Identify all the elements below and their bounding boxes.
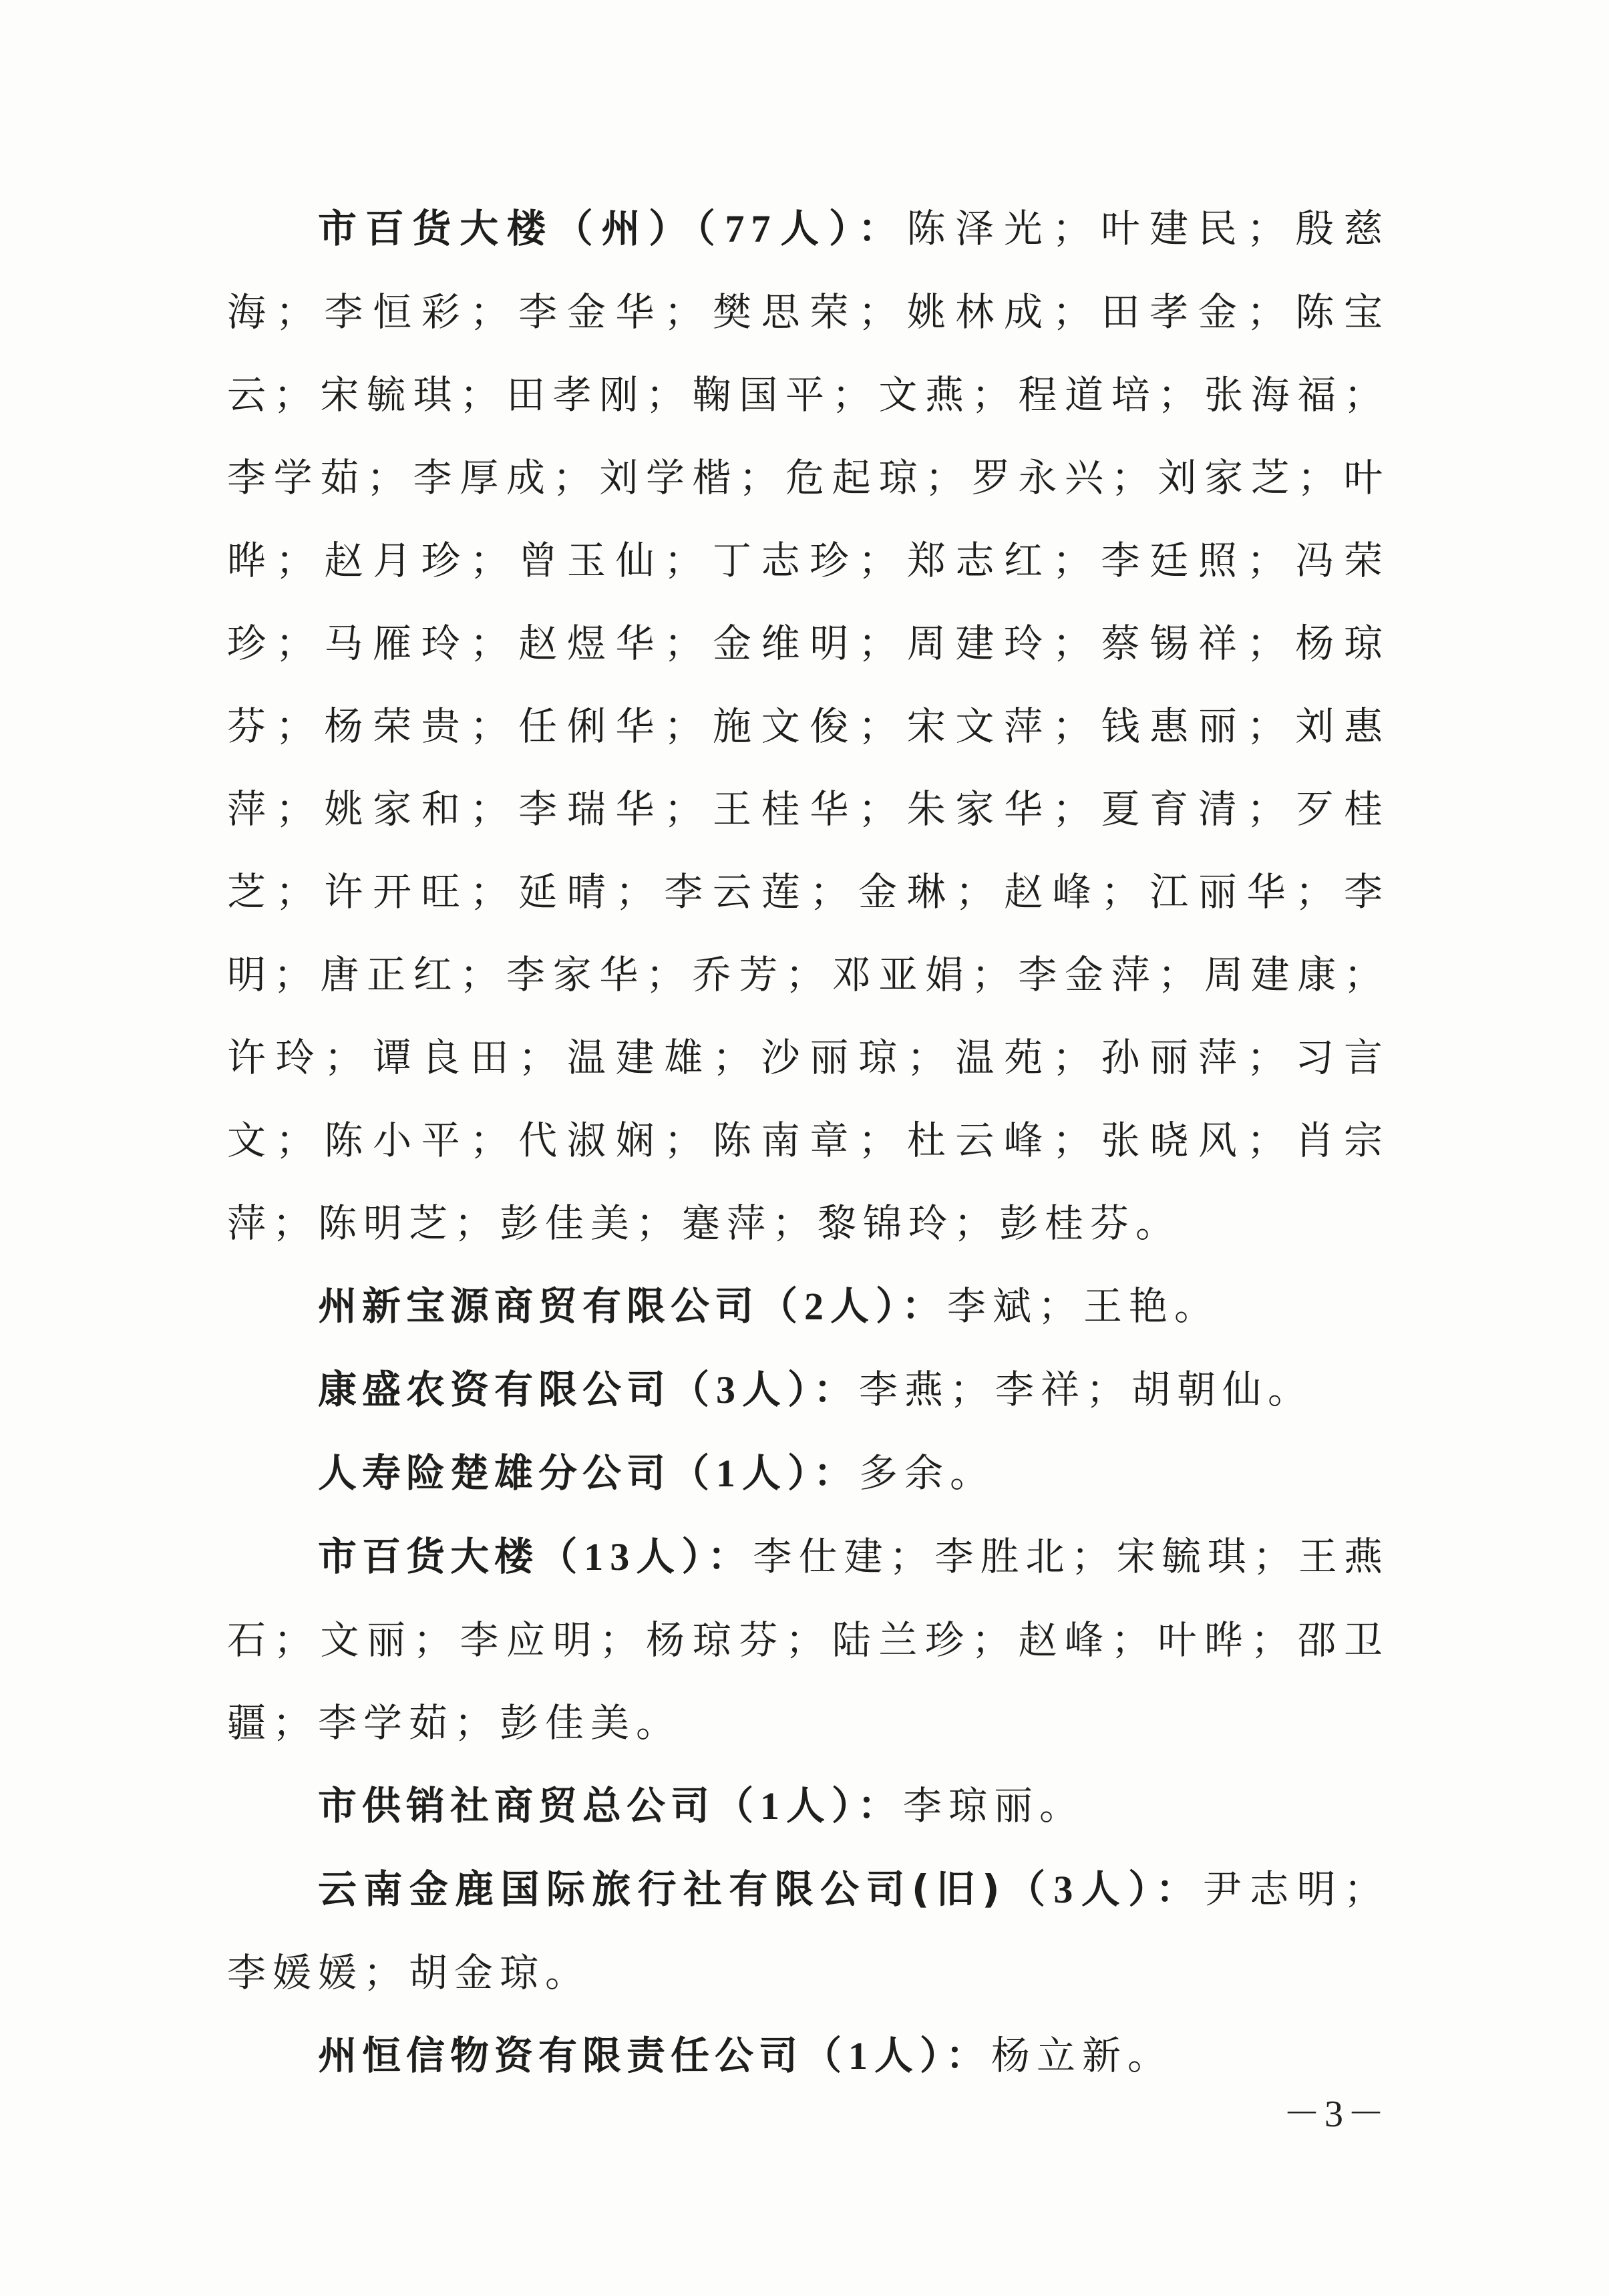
organization-name: 州新宝源商贸有限公司 xyxy=(318,1283,759,1329)
separator: ： xyxy=(814,1367,860,1412)
separator: ： xyxy=(707,1534,753,1579)
member-count: （3人） xyxy=(1005,1868,1156,1911)
entry-paragraph xyxy=(227,1348,1389,1432)
member-count: （1人） xyxy=(803,2034,946,2078)
entry-paragraph xyxy=(227,187,1389,1265)
member-names: 陈泽光；叶建民；殷慈海；李恒彩；李金华；樊思荣；姚林成；田孝金；陈宝云；宋毓琪；田孝刚；鞠国平；文燕；程道培；张海福；李学茹；李厚成；刘学楷；危起琼；罗永兴；刘家芝；叶晔；赵月珍；曾玉仙；丁志珍；郑志红；李廷照；冯荣珍；马雁玲；赵煜华；金维明；周建玲；蔡锡祥；杨琼芬；杨荣贵；任俐华；施文俊；宋文萍；钱惠丽；刘惠萍；姚家和；李瑞华；王桂华；朱家华；夏育清；歹桂芝；许开旺；延晴；李云莲；金琳；赵峰；江丽华；李明；唐正红；李家华；乔芳；邓亚娟；李金萍；周建康；许玲；谭良田；温建雄；沙丽琼；温苑；孙丽萍；习言文；陈小平；代淑娴；陈南章；杜云峰；张晓风；肖宗萍；陈明芝；彭佳美；蹇萍；黎锦玲；彭桂芬。 xyxy=(227,206,1389,1246)
member-names: 李仕建；李胜北；宋毓琪；王燕石；文丽；李应明；杨琼芬；陆兰珍；赵峰；叶晔；邵卫疆；李学茹；彭佳美。 xyxy=(227,1534,1389,1746)
member-names: 李琼丽。 xyxy=(903,1783,1085,1828)
entry-paragraph xyxy=(227,1515,1389,1764)
separator: ： xyxy=(946,2033,992,2078)
member-count: （3人） xyxy=(671,1368,814,1412)
organization-name: 市百货大楼（州） xyxy=(318,206,696,251)
separator: ： xyxy=(858,1783,904,1828)
member-names: 杨立新。 xyxy=(991,2033,1174,2078)
member-names: 李斌；王艳。 xyxy=(947,1283,1220,1329)
separator: ： xyxy=(814,1450,860,1496)
member-names: 尹志明；李媛媛；胡金琼。 xyxy=(227,1866,1389,1995)
entry-paragraph xyxy=(227,2014,1389,2098)
member-count: （1人） xyxy=(671,1452,814,1495)
entry-paragraph xyxy=(227,1432,1389,1515)
page-number: －3－ xyxy=(1283,2094,1389,2135)
organization-name: 云南金鹿国际旅行社有限公司(旧) xyxy=(318,1866,1005,1912)
entry-paragraph xyxy=(227,1848,1389,2014)
separator: ： xyxy=(858,206,907,251)
member-count: （1人） xyxy=(715,1784,858,1828)
organization-name: 市百货大楼 xyxy=(318,1534,539,1579)
member-names: 多余。 xyxy=(859,1450,996,1496)
organization-name: 人寿险楚雄分公司 xyxy=(318,1450,671,1496)
member-count: （2人） xyxy=(759,1285,902,1328)
organization-name: 市供销社商贸总公司 xyxy=(318,1783,715,1828)
member-count: （13人） xyxy=(538,1535,708,1579)
member-count: （77人） xyxy=(695,207,858,251)
separator: ： xyxy=(1155,1866,1203,1912)
member-names: 李燕；李祥；胡朝仙。 xyxy=(859,1367,1314,1412)
entry-paragraph xyxy=(227,1764,1389,1848)
organization-name: 康盛农资有限公司 xyxy=(318,1367,671,1412)
document-body xyxy=(227,187,1389,2098)
entry-paragraph xyxy=(227,1265,1389,1348)
organization-name: 州恒信物资有限责任公司 xyxy=(318,2033,803,2078)
separator: ： xyxy=(902,1283,948,1329)
